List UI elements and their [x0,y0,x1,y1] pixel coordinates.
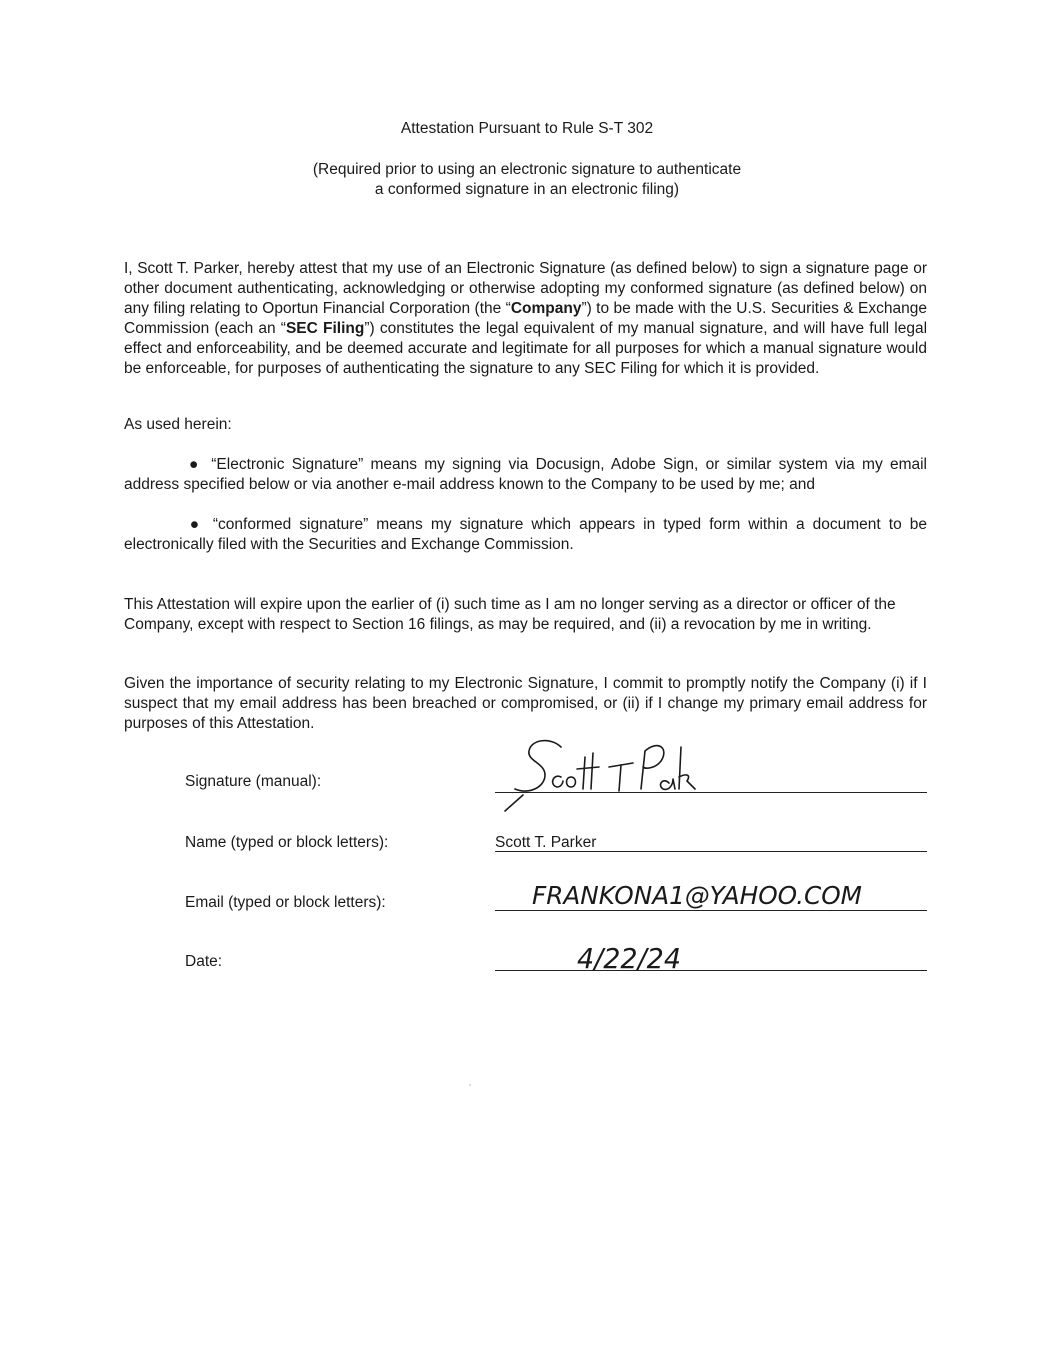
handwritten-email [528,874,868,914]
handwritten-email-text: FRANKONA1@YAHOO.COM [532,881,862,910]
scan-speck [469,1084,471,1086]
para1-text-b: ”) to be made with the U.S. Securities & Exchange Commission (each an “ [124,300,927,337]
document-subtitle [0,160,1054,200]
bullet-electronic-signature [124,455,927,495]
security-paragraph: Given the importance of security relating to my Electronic Signature, I commit to promptly notify the Company (i) if I suspect that my email address has been breached or compromised, or (ii) if I change my primary email address for purposes of this Attestation. [124,675,927,732]
bullet1-text: “Electronic Signature” means my signing via Docusign, Adobe Sign, or similar system via my email address specified below or via another e-mail address known to the Company to be used by me; and [124,456,928,493]
typed-name-value: Scott T. Parker [495,834,597,851]
expiration-paragraph: This Attestation will expire upon the earlier of (i) such time as I am no longer serving as a director or officer of the Company, except with respect to Section 16 filings, as may be required, and (ii) a revocation by me in writing. [124,596,896,633]
bullet-conformed-signature [124,515,927,555]
bullet2-text: “conformed signature” means my signature which appears in typed form within a document to be electronically filed with the Securities and Exchange Commission. [124,516,927,553]
date-label: Date: [185,953,223,970]
bullet-icon: ● [186,456,202,473]
name-line [495,851,927,852]
subtitle-line-2: a conformed signature in an electronic filing) [374,181,680,198]
sec-filing-defined-term: SEC Filing [285,320,365,337]
company-defined-term: Company [510,300,582,317]
handwritten-date [573,936,693,976]
subtitle-line-1: (Required prior to using an electronic signature to authenticate [312,161,742,178]
as-used-herein: As used herein: [124,416,232,433]
document-title: Attestation Pursuant to Rule S-T 302 [400,120,654,137]
attestation-paragraph [124,259,927,379]
email-label: Email (typed or block letters): [185,894,386,911]
para1-text-c: ”) constitutes the legal equivalent of my manual signature, and will have full legal effect and enforceability, and be deemed accurate and legitimate for all purposes for which a manual signature would be enforceable, for purposes of authenticating the signature to any SEC Filing for which it is provided. [124,320,928,377]
para1-text-a: I, Scott T. Parker, hereby attest that my use of an Electronic Signature (as defined below) to sign a signature page or other document authenticating, acknowledging or otherwise adopting my conformed signature (as defined below) on any filing relating to Oportun Financial Corporation (the “ [124,260,927,317]
signature-label: Signature (manual): [185,773,322,790]
date-line [495,970,927,971]
name-label: Name (typed or block letters): [185,834,389,851]
handwritten-date-text: 4/22/24 [577,942,681,975]
handwritten-signature [493,733,713,823]
bullet-icon: ● [186,516,203,533]
